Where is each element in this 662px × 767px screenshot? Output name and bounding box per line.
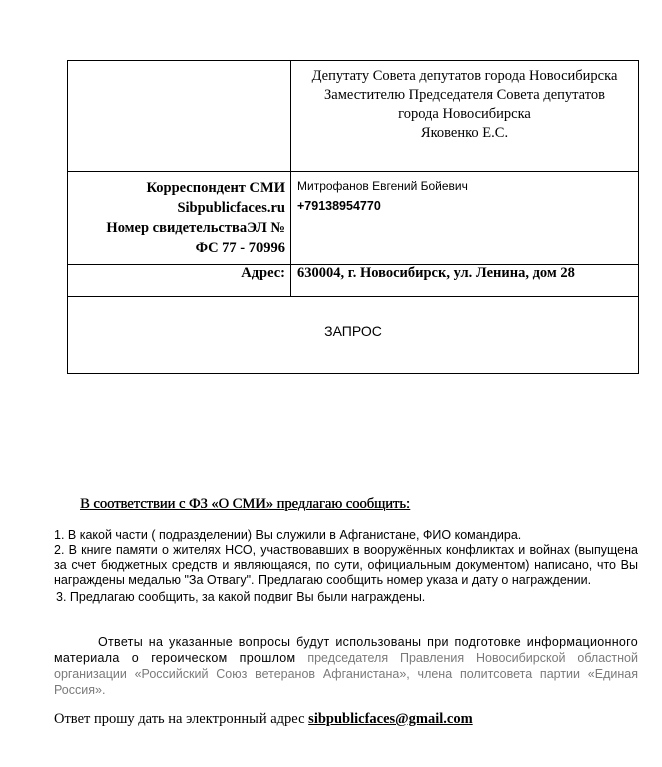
correspondent-label-line: Номер свидетельстваЭЛ № [106,220,285,236]
reply-text: Ответ прошу дать на электронный адрес [54,711,305,727]
correspondent-label [68,172,291,265]
correspondent-label-line: ФС 77 - 70996 [195,240,285,256]
address-row [68,265,639,297]
correspondent-phone: +79138954770 [297,199,381,213]
questions-list [54,528,638,605]
empty-cell [68,61,291,172]
addressee-row [68,61,639,172]
correspondent-label-line: Корреспондент СМИ [146,180,285,196]
reply-email-link[interactable]: sibpublicfaces@gmail.com [308,711,473,727]
request-row [68,297,639,374]
header-table [67,60,639,374]
address-value: 630004, г. Новосибирск, ул. Ленина, дом 28 [291,265,639,297]
intro-line [80,496,410,513]
correspondent-row [68,172,639,265]
question-3: 3. Предлагаю сообщить, за какой подвиг Вы были награждены. [56,590,426,604]
intro-text: В соответствии с ФЗ «О СМИ» предлагаю сообщить: [80,496,410,512]
correspondent-name: Митрофанов Евгений Бойевич [297,179,468,193]
correspondent-value [291,172,639,265]
addressee-line: Депутату Совета депутатов города Новосибирска [311,68,618,84]
addressee-cell [291,61,639,172]
answers-grey-text: председателя Правления Новосибирской областной организации «Российский Союз ветеранов Афганистана», члена политсовета партии «Единая Россия». [54,651,638,697]
question-2: 2. В книге памяти о жителях НСО, участвовавших в вооружённых конфликтах и войнах (выпущена за счет бюджетных средств и являющаяся, по сути, официальным документом) написано, что Вы награждены медалью "За Отвагу". Предлагаю сообщить номер указа и дату о награждении. [54,543,638,587]
address-label: Адрес: [68,265,291,297]
answers-paragraph [54,634,638,698]
request-title: ЗАПРОС [68,297,639,374]
correspondent-label-line: Sibpublicfaces.ru [177,200,285,216]
question-1: 1. В какой части ( подразделении) Вы служили в Афганистане, ФИО командира. [54,528,522,542]
reply-line [54,711,473,728]
answers-main-text: Ответы на указанные вопросы будут использованы при подготовке информационного материала о героическом прошлом [54,635,638,665]
addressee-line: Яковенко Е.С. [420,125,509,141]
addressee-line: Заместителю Председателя Совета депутатов [324,87,605,103]
addressee-line: города Новосибирска [398,106,531,122]
